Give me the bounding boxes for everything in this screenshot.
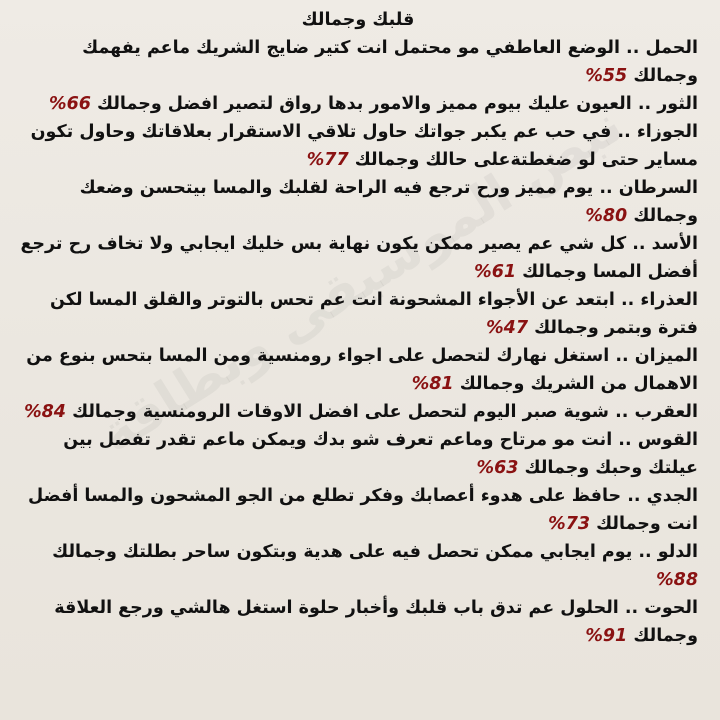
sign-name: السرطان (618, 178, 698, 198)
sign-name: القوس (637, 430, 698, 450)
sign-name: الميزان (634, 346, 698, 366)
entry-gemini (18, 118, 698, 174)
sign-name: الدلو (657, 542, 698, 562)
percentage: 81% (411, 374, 454, 394)
entry-text: .. استغل نهارك لتحصل على اجواء رومنسية ومن المسا بتحس بنوع من الاهمال من الشريك وجمالك (26, 346, 698, 394)
entry-text: .. ابتعد عن الأجواء المشحونة انت عم تحس بالتوتر والقلق المسا لكن فترة وبتمر وجمالك (50, 290, 698, 338)
entry-text: .. يوم مميز ورح ترجع فيه الراحة لقلبك والمسا بيتحسن وضعك وجمالك (79, 178, 698, 226)
entry-virgo (18, 286, 698, 342)
sign-name: الجوزاء (636, 122, 698, 142)
percentage: 55% (585, 66, 628, 86)
entry-taurus (18, 90, 698, 118)
percentage: 61% (474, 262, 517, 282)
entry-cancer (18, 174, 698, 230)
entry-pisces (18, 594, 698, 650)
entry-text: .. شوية صبر اليوم لتحصل على افضل الاوقات الرومنسية وجمالك (72, 402, 629, 422)
entry-text: .. كل شي عم يصير ممكن يكون نهاية بس خليك ايجابي ولا تخاف رح ترجع أفضل المسا وجمالك (20, 234, 698, 282)
sign-name: الثور (657, 94, 698, 114)
entry-libra (18, 342, 698, 398)
entry-text: .. الوضع العاطفي مو محتمل انت كتير ضايج الشريك ماعم يفهمك وجمالك (82, 38, 698, 86)
entry-scorpio (18, 398, 698, 426)
sign-name: العذراء (640, 290, 698, 310)
entry-text: .. انت مو مرتاح وماعم تعرف شو بدك ويمكن ماعم تقدر تفصل بين عيلتك وحبك وجمالك (63, 430, 698, 478)
percentage: 63% (476, 458, 519, 478)
percentage: 88% (656, 570, 698, 590)
percentage: 66% (49, 94, 91, 114)
percentage: 77% (306, 150, 349, 170)
sign-name: الحمل (645, 38, 698, 58)
sign-name: الحوت (644, 598, 698, 618)
entry-aries (18, 34, 698, 90)
page-title: قلبك وجمالك (301, 10, 415, 30)
entry-sagittarius (18, 426, 698, 482)
entry-text: .. حافظ على هدوء أعصابك وفكر تطلع من الجو المشحون والمسا أفضل انت وجمالك (28, 486, 698, 534)
percentage: 80% (585, 206, 628, 226)
sign-name: الأسد (651, 234, 698, 254)
percentage: 47% (486, 318, 529, 338)
percentage: 73% (548, 514, 591, 534)
entry-capricorn (18, 482, 698, 538)
entry-leo (18, 230, 698, 286)
entry-text: .. الحلول عم تدق باب قلبك وأخبار حلوة استغل هالشي ورجع العلاقة وجمالك (54, 598, 698, 646)
percentage: 84% (24, 402, 66, 422)
sign-name: العقرب (634, 402, 698, 422)
sign-name: الجدي (646, 486, 698, 506)
entry-aquarius (18, 538, 698, 594)
percentage: 91% (585, 626, 628, 646)
entry-text: .. العيون عليك بيوم مميز والامور بدها رواق لتصير افضل وجمالك (97, 94, 652, 114)
entry-text: .. في حب عم يكبر جواتك حاول تلاقي الاستقرار بعلاقاتك وحاول تكون مساير حتى لو ضغطتةعلى حالك وجمالك (30, 122, 698, 170)
entry-text: .. يوم ايجابي ممكن تحصل فيه على هدية وبتكون ساحر بطلتك وجمالك (52, 542, 652, 562)
